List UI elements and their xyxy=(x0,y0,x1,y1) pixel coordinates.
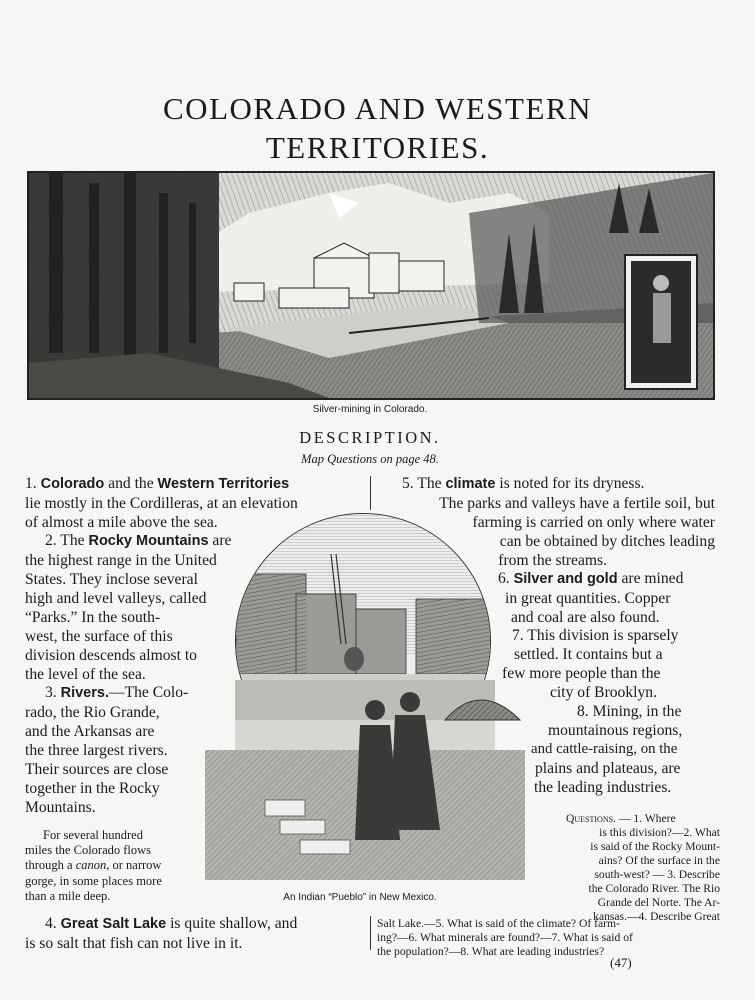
note-line: gorge, in some places more xyxy=(25,873,162,888)
p2-line: division descends almost to xyxy=(25,647,197,664)
note-line: For several hundred xyxy=(43,828,143,842)
p2-line: the level of the sea. xyxy=(25,666,146,683)
p2-line: high and level valleys, called xyxy=(25,590,207,607)
p2-line: the highest range in the United xyxy=(25,552,217,569)
banner-caption: Silver-mining in Colorado. xyxy=(312,404,428,415)
p3-line: together in the Rocky xyxy=(25,780,160,797)
paragraph-8 xyxy=(531,702,719,797)
p3-line: the three largest rivers. xyxy=(25,742,168,759)
pueblo-engraving-lower xyxy=(205,680,525,880)
question-line: Salt Lake.—5. What is said of the climate? Of farm- xyxy=(377,917,620,930)
column-rule-bottom xyxy=(370,916,371,950)
keyword-rivers: Rivers. xyxy=(60,685,109,701)
paragraph-2 xyxy=(25,531,265,684)
silver-mining-engraving xyxy=(27,171,715,400)
paragraph-4 xyxy=(25,914,365,953)
paragraph-7 xyxy=(502,626,717,702)
p1-line-2: lie mostly in the Cordilleras, at an elevation xyxy=(25,495,298,512)
p2-number: 2. The xyxy=(45,532,85,549)
p8-line: plains and plateaus, are xyxy=(535,760,681,777)
p8-line: mountainous regions, xyxy=(548,722,683,739)
p3-line: and the Arkansas are xyxy=(25,723,155,740)
p5-line: from the streams. xyxy=(498,552,607,569)
p3-line: rado, the Rio Grande, xyxy=(25,704,160,721)
questions-block-bottom xyxy=(377,917,717,959)
pueblo-caption: An Indian “Pueblo” in New Mexico. xyxy=(283,892,437,903)
question-line: the Colorado River. The Rio xyxy=(588,882,720,895)
p6-tail: are mined xyxy=(621,570,684,587)
note-line: than a mile deep. xyxy=(25,888,111,903)
page-title-line-1: COLORADO AND WESTERN xyxy=(163,91,592,126)
note-line: miles the Colorado flows xyxy=(25,843,152,858)
page-title-line-2: TERRITORIES. xyxy=(265,130,490,165)
p2-line: “Parks.” In the south- xyxy=(25,609,161,626)
p7-line-1: 7. This division is sparsely xyxy=(512,627,679,644)
keyword-colorado: Colorado xyxy=(40,476,105,492)
p4-tail: is quite shallow, and xyxy=(170,915,298,932)
note-text: or narrow xyxy=(112,858,162,873)
p2-tail: are xyxy=(212,532,232,549)
p1-number: 1. xyxy=(25,475,37,492)
keyword-climate: climate xyxy=(445,476,496,492)
p5-line: The parks and valleys have a fertile soil, but xyxy=(439,495,715,512)
column-rule-top xyxy=(370,476,371,510)
map-questions-note: Map Questions on page 48. xyxy=(301,452,439,466)
questions-block xyxy=(552,812,720,924)
question-line: ains? Of the surface in the xyxy=(598,854,720,867)
p2-line: west, the surface of this xyxy=(25,628,173,645)
p8-line: the leading industries. xyxy=(534,779,672,796)
section-heading: DESCRIPTION. xyxy=(299,428,441,447)
p5-line: farming is carried on only where water xyxy=(472,514,715,531)
keyword-western-territories: Western Territories xyxy=(157,476,290,492)
question-line: south-west? — 3. Describe xyxy=(594,868,720,881)
question-line: is said of the Rocky Mount- xyxy=(590,840,720,853)
p5-line: can be obtained by ditches leading xyxy=(499,533,715,550)
p8-line: and cattle-raising, on the xyxy=(531,741,678,757)
question-line: ing?—6. What minerals are found?—7. What is said of xyxy=(377,931,633,944)
p7-line: city of Brooklyn. xyxy=(550,684,657,701)
keyword-rocky-mountains: Rocky Mountains xyxy=(88,533,209,549)
p6-number: 6. xyxy=(498,570,510,587)
question-line: Grande del Norte. The Ar- xyxy=(597,896,720,909)
keyword-silver-and-gold: Silver and gold xyxy=(513,571,618,587)
question-line: — 1. Where xyxy=(618,812,676,825)
p7-line: settled. It contains but a xyxy=(514,646,663,663)
colorado-canon-note xyxy=(25,828,190,904)
p6-line: and coal are also found. xyxy=(511,609,660,626)
p8-line-1: 8. Mining, in the xyxy=(577,703,682,720)
p3-tail: —The Colo- xyxy=(108,684,189,701)
note-text: through a xyxy=(25,858,73,873)
keyword-great-salt-lake: Great Salt Lake xyxy=(60,916,167,932)
paragraph-3 xyxy=(25,683,225,817)
p4-line-2: is so salt that fish can not live in it. xyxy=(25,935,243,952)
question-line: kansas.—4. Describe Great xyxy=(593,910,720,923)
question-line: is this division?—2. What xyxy=(599,826,720,839)
p7-line: few more people than the xyxy=(502,665,661,682)
p1-line-3: of almost a mile above the sea. xyxy=(25,514,218,531)
p3-number: 3. xyxy=(45,684,57,701)
p6-line: in great quantities. Copper xyxy=(505,590,671,607)
paragraph-6 xyxy=(498,569,718,627)
p2-line: States. They inclose several xyxy=(25,571,198,588)
p1-mid: and the xyxy=(108,475,154,492)
p5-number: 5. The xyxy=(402,475,442,492)
p4-number: 4. xyxy=(45,915,57,932)
note-canon: canon, xyxy=(75,858,110,873)
p3-line: Their sources are close xyxy=(25,761,169,778)
page-number: (47) xyxy=(610,955,632,970)
p5-tail: is noted for its dryness. xyxy=(499,475,645,492)
p3-line: Mountains. xyxy=(25,799,96,816)
question-line: the population?—8. What are leading industries? xyxy=(377,945,605,958)
questions-label: Questions. xyxy=(566,812,616,825)
